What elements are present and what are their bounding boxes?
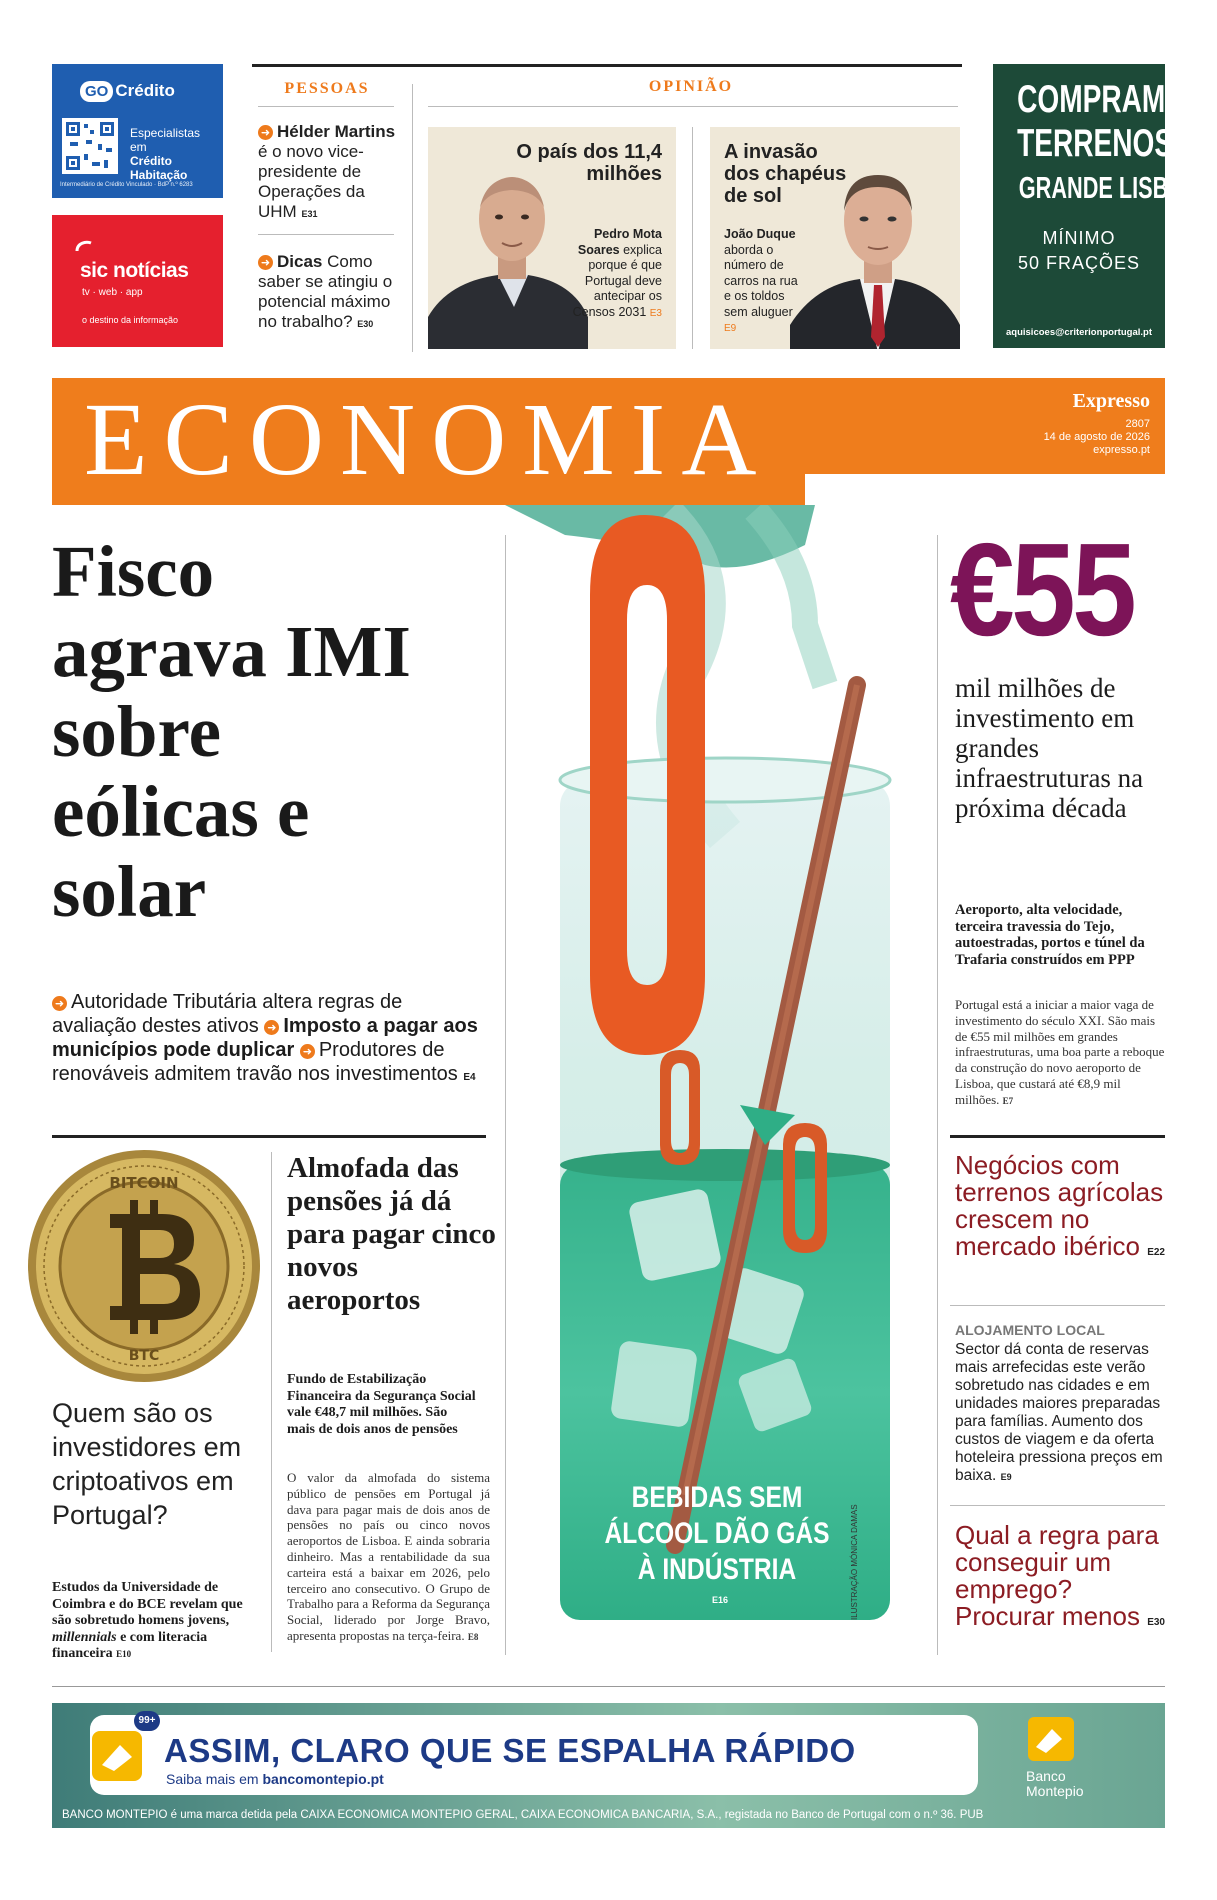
opinion-2-title: A invasão dos chapéus de sol	[724, 141, 847, 207]
opinion-card-1[interactable]	[428, 127, 676, 349]
paper-site: expresso.pt	[1093, 444, 1150, 456]
sic-logo-icon	[74, 237, 94, 257]
opinion-2-text: aborda o número de carros na rua e os toldos sem aluguer	[724, 242, 798, 319]
regra-headline-text: Qual a regra para conseguir um emprego? Procurar menos	[955, 1520, 1159, 1631]
opinion-2-summary	[724, 227, 804, 337]
alojamento-rule	[950, 1305, 1165, 1306]
top-rule	[252, 64, 962, 67]
issue-date: 14 de agosto de 2026	[1043, 431, 1150, 443]
qr-code-icon	[62, 118, 118, 174]
masthead-meta	[1000, 418, 1150, 457]
montepio-link[interactable]: bancomontepio.pt	[262, 1771, 384, 1787]
arrow-right-icon: ➜	[300, 1044, 315, 1059]
opinion-2-ref: E9	[724, 323, 737, 334]
sic-tagline: o destino da informação	[82, 315, 179, 325]
crypto-deck	[52, 1580, 257, 1663]
opinion-1-summary	[566, 227, 662, 321]
opinion-card-2[interactable]	[710, 127, 960, 349]
gocredito-tag4: Habitação	[130, 168, 188, 182]
alojamento-text[interactable]	[955, 1341, 1165, 1486]
lead-bullet-1: Autoridade Tributária altera regras de avaliação destes ativos	[52, 991, 403, 1037]
arrow-right-icon: ➜	[264, 1020, 279, 1035]
regra-ref: E30	[1147, 1617, 1165, 1628]
bitcoin-coin-icon	[26, 1148, 262, 1384]
arrow-right-icon: ➜	[258, 255, 273, 270]
negocios-headline-text: Negócios com terrenos agrícolas crescem no mercado ibérico	[955, 1150, 1164, 1261]
arrow-right-icon: ➜	[258, 125, 273, 140]
compramos-line2: TERRENOS	[1017, 122, 1174, 165]
pessoas-item-2-text: Como saber se atingiu o potencial máximo no trabalho?	[258, 252, 393, 331]
gocredito-logo-go: GO	[80, 81, 113, 102]
invest-body-text: Portugal está a iniciar a maior vaga de investimento do século XXI. São mais de €55 mil milhões em grandes infraestruturas, uma boa parte a reboque da construção do novo aeroporto de Lisboa, que custará até €8,9 mil milhões.	[955, 997, 1165, 1107]
footer-rule	[52, 1686, 1165, 1687]
pessoas-item-2[interactable]	[258, 252, 398, 334]
montepio-disclaimer: BANCO MONTEPIO é uma marca detida pela CAIXA ECONÓMICA MONTEPIO GERAL, CAIXA ECONÓMICA BANCÁRIA, S.A., registada no Banco de Portugal com o n.º 36. PUB	[62, 1809, 984, 1821]
opinion-divider	[692, 127, 693, 349]
regra-rule	[950, 1505, 1165, 1506]
pensoes-headline[interactable]: Almofada das pensões já dá para pagar cinco novos aeroportos	[287, 1152, 496, 1316]
opinion-2-author: João Duque	[724, 227, 796, 241]
compramos-line3: GRANDE LISBOA	[1018, 170, 1201, 205]
illustration-caption-line1: BEBIDAS SEM	[631, 1481, 803, 1514]
gocredito-ad[interactable]	[52, 64, 223, 198]
pessoas-item-1[interactable]	[258, 122, 396, 224]
pessoas-label: PESSOAS	[284, 80, 370, 97]
illustration-caption-line2: ÁLCOOL DÃO GÁS	[604, 1517, 830, 1550]
pessoas-item-2-ref: E30	[357, 319, 374, 329]
invest-deck: Aeroporto, alta velocidade, terceira travessia do Tejo, autoestradas, portos e túnel da Trafaria construídos em PPP	[955, 902, 1145, 968]
invest-big-number[interactable]: €55	[950, 516, 1134, 663]
non-alcoholic-drinks-illustration[interactable]	[505, 505, 925, 1645]
compramos-min: MÍNIMO	[1042, 228, 1116, 248]
pensoes-deck: Fundo de Estabilização Financeira da Segurança Social vale €48,7 mil milhões. São mais de dois anos de pensões	[287, 1372, 476, 1437]
paper-name: Expresso	[1072, 390, 1150, 412]
montepio-brand	[1026, 1769, 1084, 1799]
lead-bullet-2: Imposto a pagar aos municípios pode duplicar	[52, 1015, 478, 1061]
arrow-right-icon: ➜	[52, 996, 67, 1011]
gocredito-tag2: em	[130, 140, 147, 154]
column-divider	[412, 84, 413, 352]
montepio-brand-icon	[1028, 1717, 1074, 1761]
gocredito-fine-print: Intermediário de Crédito Vinculado · BdP n.º 6283	[60, 182, 193, 188]
gocredito-tag3: Crédito	[130, 154, 172, 168]
column-divider-left	[505, 535, 506, 1655]
invest-body	[955, 997, 1165, 1110]
lead-headline[interactable]: Fisco agrava IMI sobre eólicas e solar	[52, 531, 411, 932]
regra-headline[interactable]	[955, 1522, 1165, 1636]
alojamento-kicker: ALOJAMENTO LOCAL	[955, 1322, 1105, 1338]
column-divider-right	[937, 535, 938, 1655]
opiniao-rule	[428, 106, 958, 107]
pessoas-item-2-title: Dicas	[277, 252, 323, 271]
pessoas-rule	[258, 106, 394, 107]
pensoes-body-text: O valor da almofada do sistema público de pensões em Portugal já dava para pagar mais de dois anos de pensões no país ou cinco novos aeroportos de Lisboa. E ainda sobraria dinheiro. Mas a rentabilidade da sua carteira está a baixar em 2026, pelo terceiro ano consecutivo. O Grupo de Trabalho para a Reforma da Segurança Social, liderado por Jorge Bravo, apresenta propostas na terça-feira.	[287, 1470, 490, 1643]
invest-ref: E7	[1002, 1095, 1014, 1106]
montepio-sub-prefix: Saiba mais em	[166, 1771, 263, 1787]
compramos-qty: 50 FRAÇÕES	[1017, 253, 1141, 273]
montepio-brand-2: Montepio	[1026, 1783, 1084, 1799]
negocios-ref: E22	[1147, 1247, 1165, 1258]
opiniao-label: OPINIÃO	[648, 78, 734, 95]
compramos-terrenos-ad[interactable]	[993, 64, 1206, 348]
columnist-photo-1	[428, 157, 588, 349]
compramos-line1: COMPRAMOS	[1017, 78, 1206, 121]
montepio-logo-icon	[92, 1725, 148, 1785]
sic-noticias-ad[interactable]	[52, 215, 223, 347]
montepio-brand-1: Banco	[1026, 1768, 1066, 1784]
opinion-1-author: Pedro Mota Soares	[577, 227, 662, 257]
coin-bottom-text: BTC	[128, 1348, 160, 1364]
section-title: ECONOMIA	[84, 382, 773, 497]
crypto-deck-a: Estudos da Universidade de Coimbra e do BCE revelam que são sobretudo homens jovens,	[52, 1580, 243, 1628]
pensoes-ref: E8	[467, 1631, 479, 1642]
alojamento-text-body: Sector dá conta de reservas mais arrefecidas este verão sobretudo nas cidades e em unidades maiores preparadas para famílias. Aumento dos custos de viagem e da oferta hoteleira pressiona preços em baixa.	[955, 1341, 1163, 1484]
lead-ref: E4	[463, 1072, 476, 1083]
crypto-deck-em: millennials	[52, 1629, 117, 1645]
issue-number: 2807	[1125, 418, 1150, 430]
pessoas-item-1-text: é o novo vice-presidente de Operações da UHM	[258, 142, 365, 221]
gocredito-tagline	[130, 126, 200, 182]
illustration-ref: E16	[712, 1595, 729, 1605]
right-column-rule	[950, 1135, 1165, 1138]
gocredito-logo	[80, 78, 190, 104]
illustration-caption[interactable]	[598, 1480, 836, 1588]
pessoas-item-1-ref: E31	[301, 209, 318, 219]
montepio-badge: 99+	[134, 1711, 160, 1731]
sic-brand: sic notícias	[80, 259, 189, 282]
lead-bullet-3: Produtores de renováveis admitem travão nos investimentos	[52, 1039, 458, 1085]
negocios-headline[interactable]	[955, 1152, 1165, 1266]
montepio-subline	[166, 1771, 384, 1787]
opinion-1-title: O país dos 11,4 milhões	[516, 141, 662, 185]
montepio-ad[interactable]	[52, 1703, 1165, 1828]
alojamento-ref: E9	[1000, 1472, 1012, 1482]
invest-subhead: mil milhões de investimento em grandes infraestruturas na próxima década	[955, 673, 1144, 823]
illustration-credit: ILUSTRAÇÃO MÓNICA DAMAS	[850, 1504, 859, 1620]
lead-bullets[interactable]	[52, 990, 492, 1090]
compramos-email: aquisicoes@criterionportugal.pt	[1006, 327, 1152, 338]
gocredito-logo-name: Crédito	[115, 81, 175, 100]
pensoes-body	[287, 1470, 490, 1646]
crypto-headline[interactable]: Quem são os investidores em criptoativos em Portugal?	[52, 1398, 242, 1530]
opinion-1-ref: E3	[649, 307, 662, 319]
illustration-caption-line3: À INDÚSTRIA	[637, 1553, 797, 1586]
pessoas-divider	[258, 234, 394, 235]
lead-bottom-rule	[52, 1135, 486, 1138]
pessoas-item-1-name: Hélder Martins	[277, 122, 396, 141]
coin-top-text: BITCOIN	[109, 1174, 179, 1192]
sic-sub: tv · web · app	[82, 287, 143, 298]
opinion-1-text: explica porque é que Portugal deve antecipar os Censos 2031	[572, 242, 662, 319]
montepio-headline: ASSIM, CLARO QUE SE ESPALHA RÁPIDO	[164, 1732, 856, 1769]
gocredito-tag1: Especialistas	[130, 126, 201, 140]
crypto-ref: E10	[116, 1649, 132, 1659]
crypto-deck-b: e com literacia financeira	[52, 1629, 208, 1661]
